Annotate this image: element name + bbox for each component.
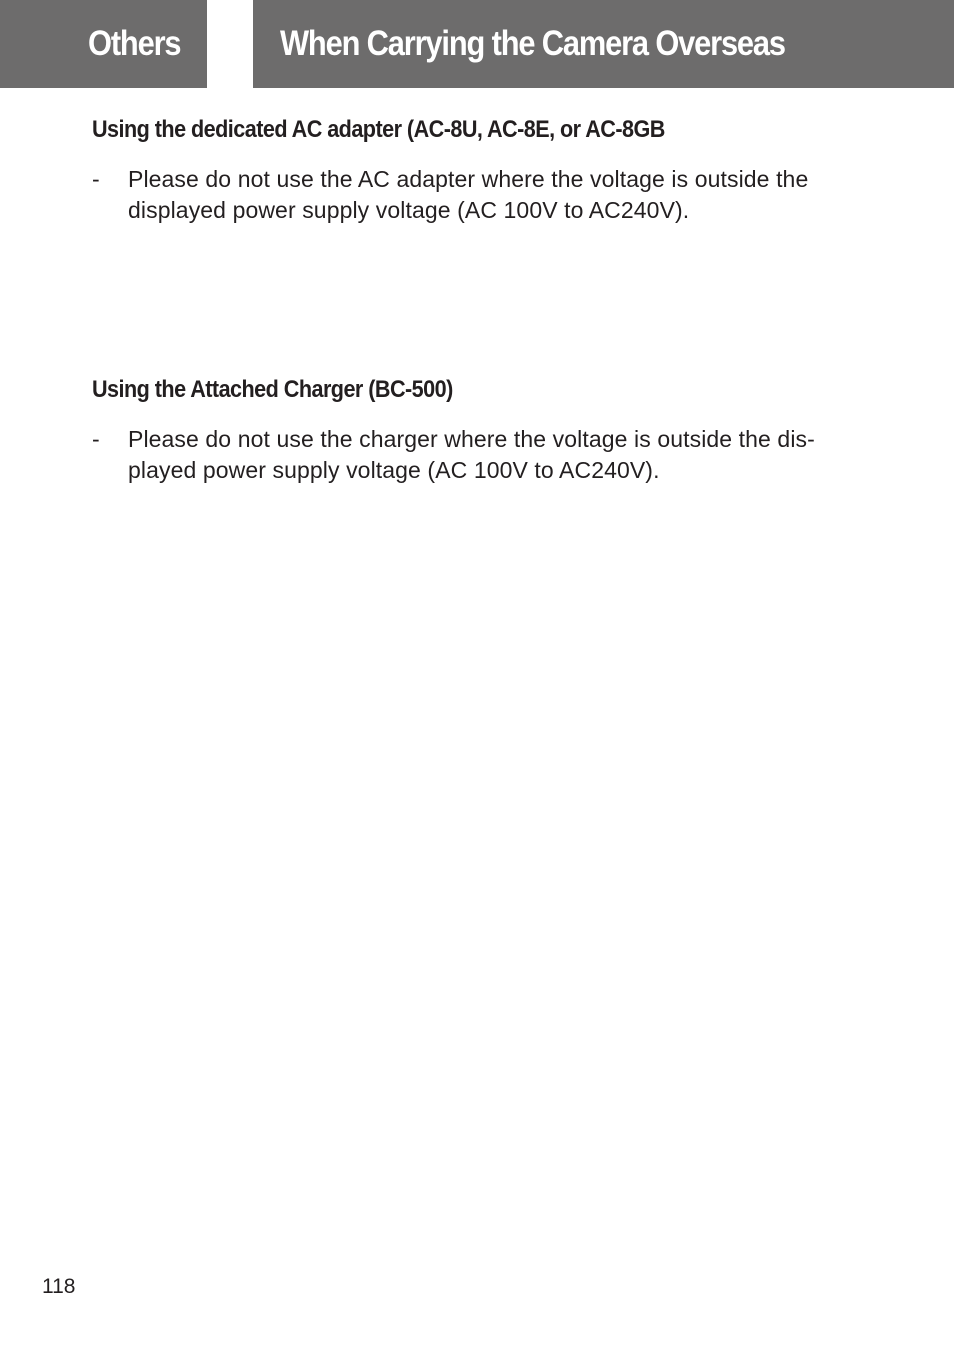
bullet-marker: - <box>92 426 100 452</box>
section-heading: Using the Attached Charger (BC-500) <box>92 376 453 403</box>
section-tab <box>0 0 207 88</box>
bullet-text-line: displayed power supply voltage (AC 100V to AC240V). <box>128 197 690 223</box>
page-number: 118 <box>42 1275 76 1298</box>
bullet-text-line: Please do not use the charger where the voltage is outside the dis- <box>128 426 815 452</box>
ac-adapter-section <box>92 114 912 226</box>
bullet-item <box>92 164 912 226</box>
bullet-text-line: Please do not use the AC adapter where the voltage is outside the <box>128 166 809 192</box>
charger-section <box>92 374 912 486</box>
bullet-marker: - <box>92 166 100 192</box>
bullet-item <box>92 424 912 486</box>
section-heading: Using the dedicated AC adapter (AC-8U, AC-8E, or AC-8GB <box>92 116 665 143</box>
bullet-text-line: played power supply voltage (AC 100V to AC240V). <box>128 457 660 483</box>
page-title: When Carrying the Camera Overseas <box>280 24 785 63</box>
section-label: Others <box>88 24 181 63</box>
page-header <box>253 0 954 88</box>
